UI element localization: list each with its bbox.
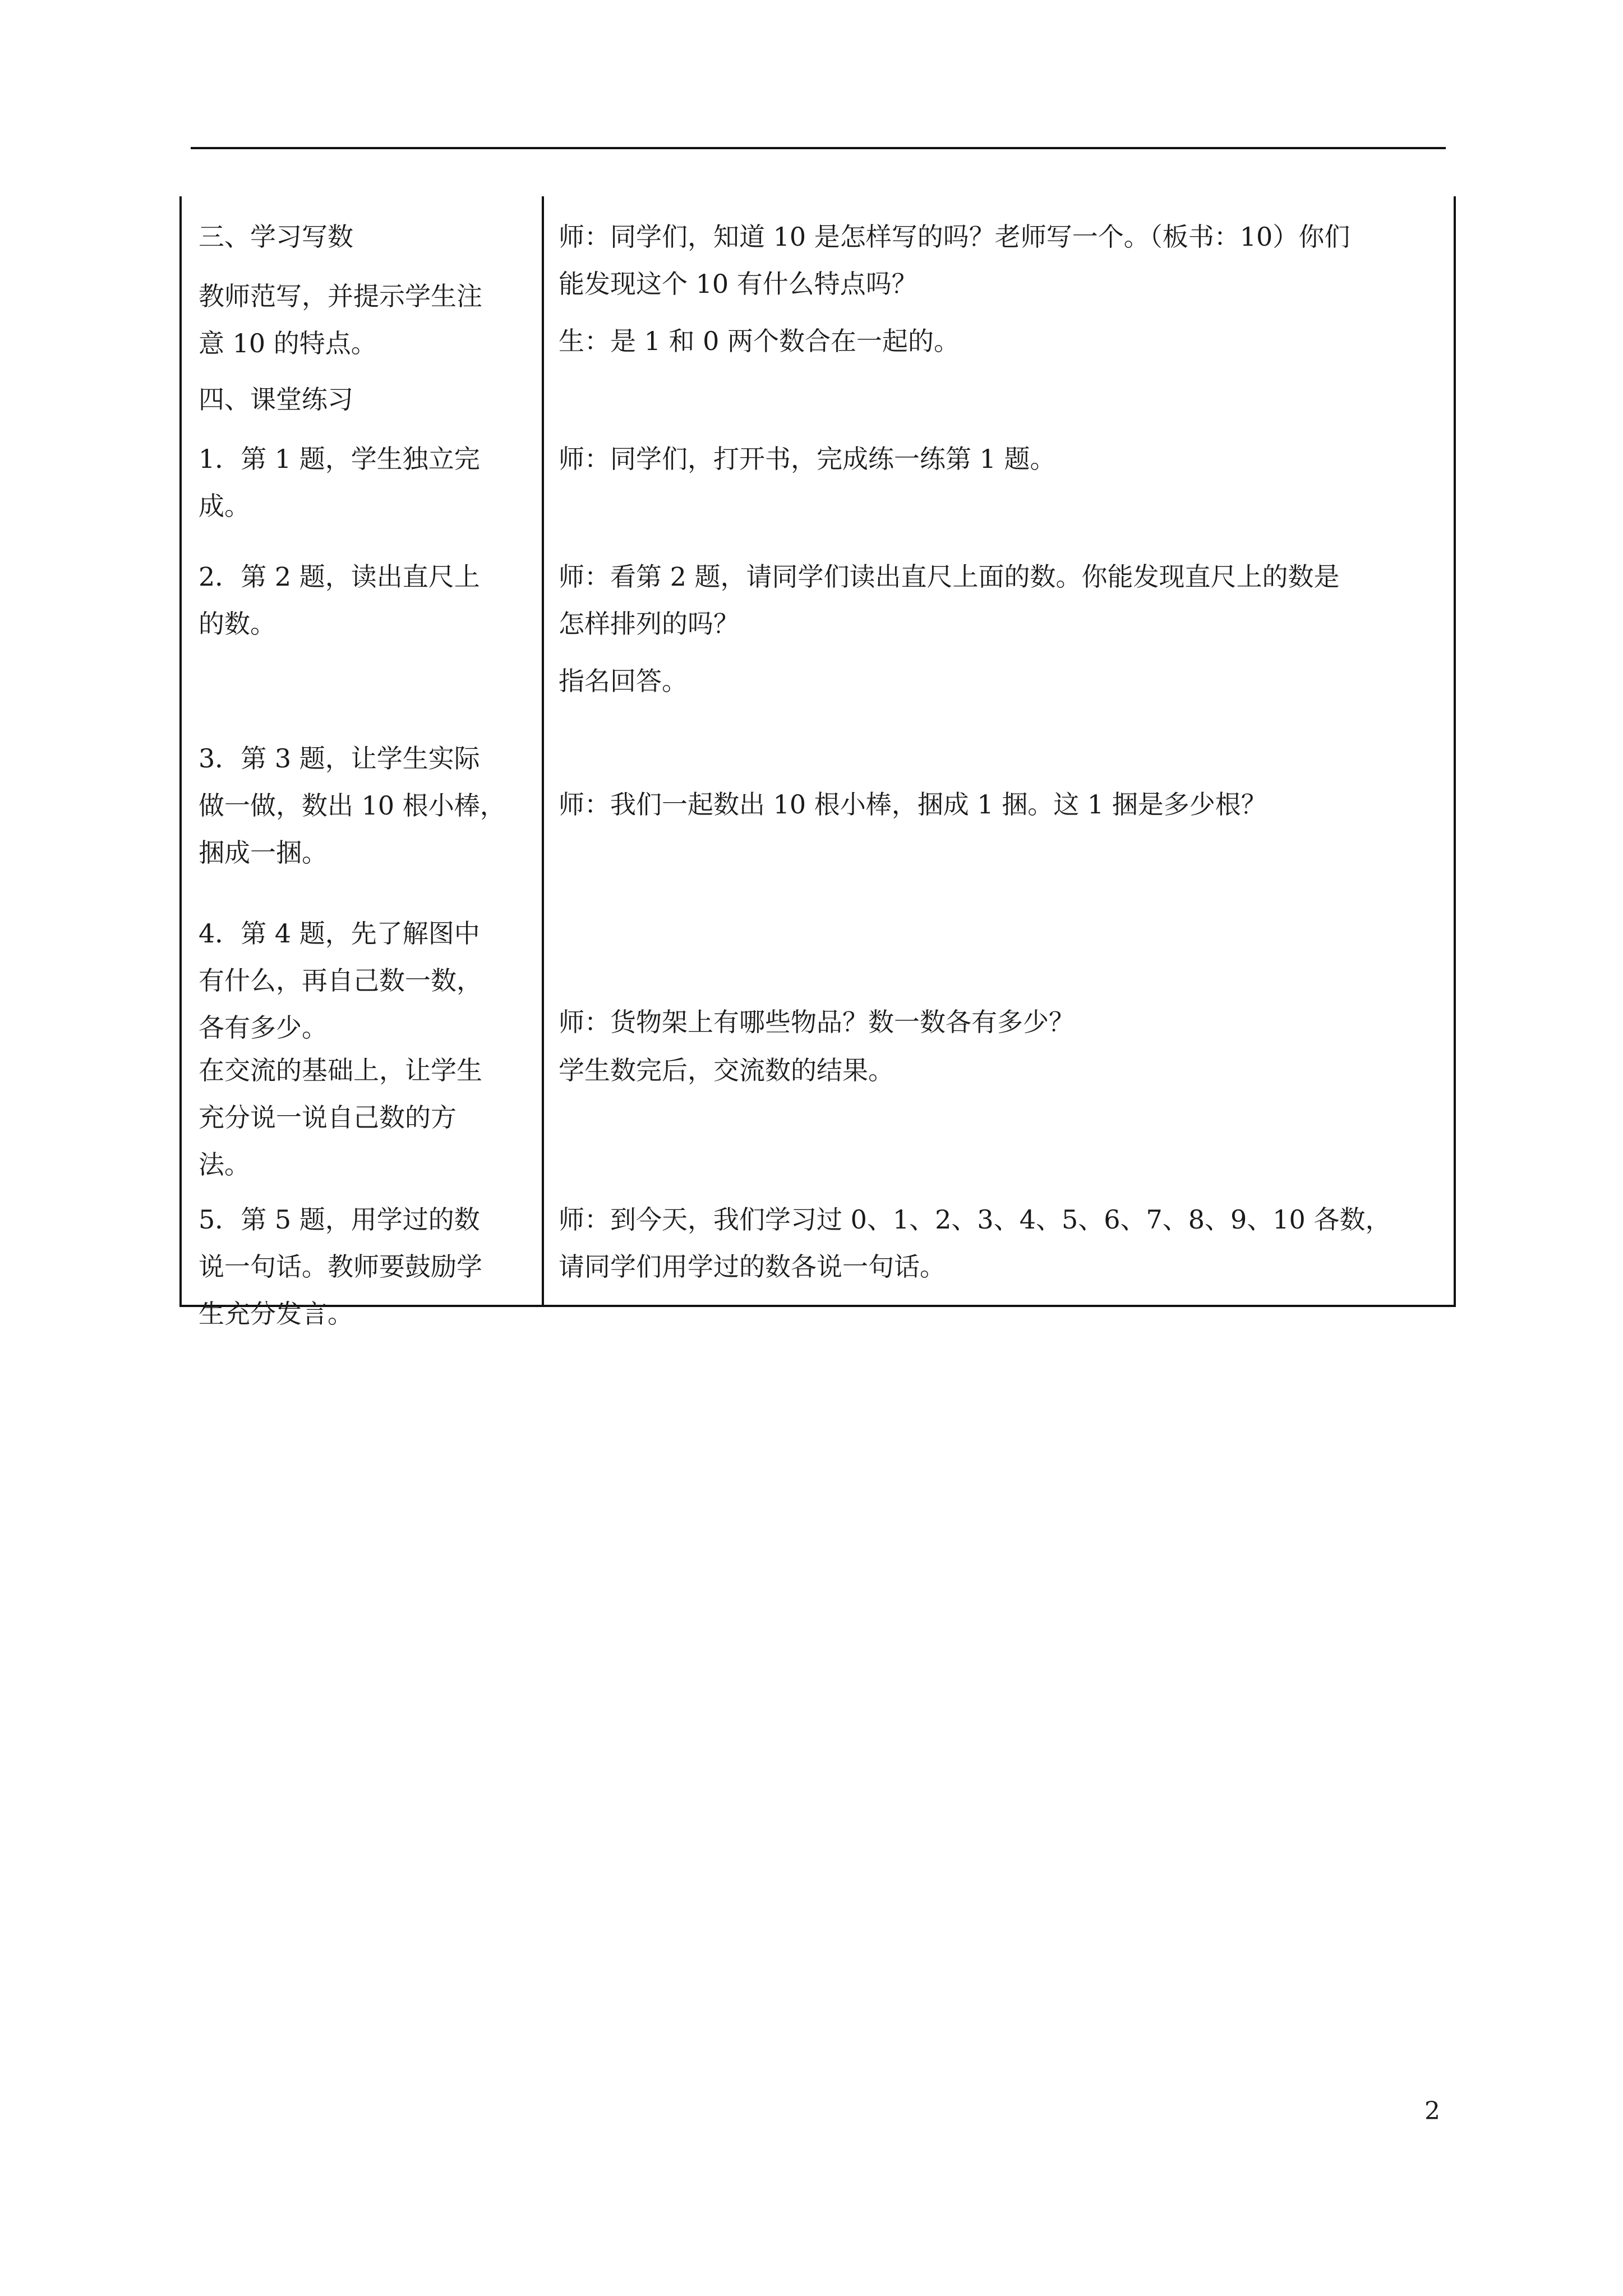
dialogue-exercise-2: 师：看第 2 题，请同学们读出直尺上面的数。你能发现直尺上的数是 怎样排列的吗？ — [559, 562, 1340, 639]
step-writing-note: 教师范写，并提示学生注 意 10 的特点。 — [199, 281, 482, 358]
dialogue-exercise-4-result: 学生数完后，交流数的结果。 — [559, 1055, 894, 1085]
step-practice-heading: 四、课堂练习 — [199, 384, 353, 415]
exercise-2: 2．第 2 题，读出直尺上 的数。 — [199, 562, 480, 639]
step-writing-heading: 三、学习写数 — [199, 222, 353, 252]
exercise-1: 1．第 1 题，学生独立完 成。 — [199, 444, 480, 521]
dialogue-student-answer: 生：是 1 和 0 两个数合在一起的。 — [559, 326, 960, 356]
exercise-4-discussion: 在交流的基础上，让学生 充分说一说自己数的方 法。 — [199, 1055, 482, 1180]
exercise-3: 3．第 3 题，让学生实际 做一做，数出 10 根小棒， 捆成一捆。 — [199, 743, 506, 868]
dialogue-exercise-5: 师：到今天，我们学习过 0、1、2、3、4、5、6、7、8、9、10 各数， 请同学们用学过的数各说一句话。 — [559, 1204, 1391, 1282]
dialogue-answer-call: 指名回答。 — [559, 666, 688, 696]
header-rule — [191, 147, 1446, 149]
exercise-5: 5．第 5 题，用学过的数 说一句话。教师要鼓励学 生充分发言。 — [199, 1204, 482, 1329]
dialogue-exercise-1: 师：同学们，打开书，完成练一练第 1 题。 — [559, 444, 1056, 474]
page-number: 2 — [1424, 2097, 1440, 2125]
dialogue-exercise-4: 师：货物架上有哪些物品？数一数各有多少？ — [559, 1007, 1075, 1037]
dialogue-exercise-3: 师：我们一起数出 10 根小棒，捆成 1 捆。这 1 捆是多少根？ — [559, 789, 1267, 820]
column-divider — [542, 196, 544, 1305]
exercise-4: 4．第 4 题，先了解图中 有什么，再自己数一数， 各有多少。 — [199, 918, 482, 1043]
lesson-table — [179, 196, 1456, 1329]
dialogue-write-10: 师：同学们，知道 10 是怎样写的吗？老师写一个。（板书：10）你们 能发现这个 10 有什么特点吗？ — [559, 222, 1350, 299]
